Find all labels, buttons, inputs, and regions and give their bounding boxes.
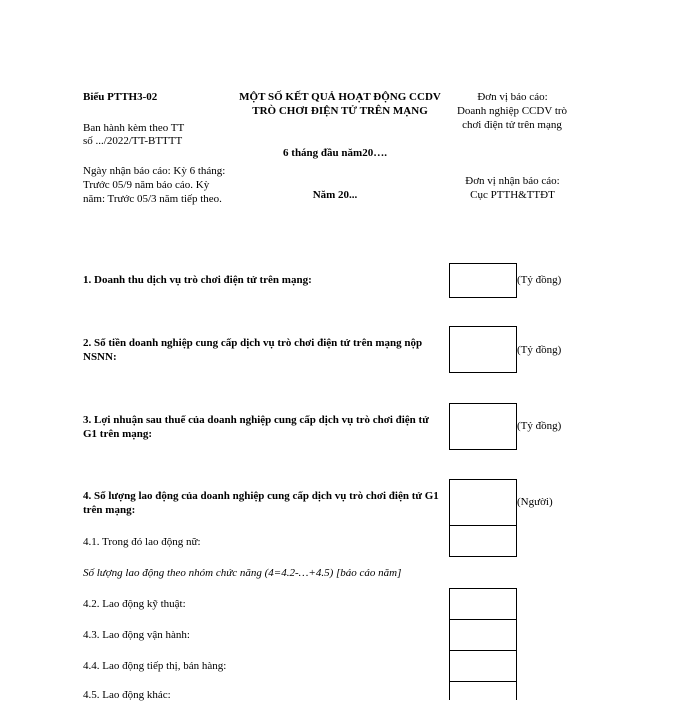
item-1-input-box[interactable] (449, 263, 517, 298)
reporter-label: Đơn vị báo cáo: (477, 91, 548, 103)
item-2-label: 2. Số tiền doanh nghiệp cung cấp dịch vụ trò chơi điện tử trên mạng nộp NSNN: (83, 337, 423, 364)
item-3-label: 3. Lợi nhuận sau thuế của doanh nghiệp cung cấp dịch vụ trò chơi điện tử G1 trên mạng: (83, 414, 429, 441)
item-4-label: 4. Số lượng lao động của doanh nghiệp cung cấp dịch vụ trò chơi điện tử G1 trên mạng: (83, 490, 439, 517)
item-1-unit: (Tỷ đồng) (517, 274, 562, 286)
item-4-3-input-box[interactable] (449, 619, 517, 651)
period-year: Năm 20... (312, 189, 358, 201)
item-4-input-box[interactable] (449, 479, 517, 526)
title-line-1: MỘT SỐ KẾT QUẢ HOẠT ĐỘNG CCDV (239, 91, 441, 103)
item-4-3-label: 4.3. Lao động vận hành: (83, 629, 190, 641)
item-4-2-input-box[interactable] (449, 588, 517, 620)
form-code: Biểu PTTH3-02 (83, 91, 158, 103)
item-2-unit: (Tỷ đồng) (517, 344, 562, 356)
item-4-5-label: 4.5. Lao động khác: (83, 689, 171, 701)
reporter-value: Doanh nghiệp CCDV trò chơi điện tử trên mạng (456, 105, 568, 132)
period-half-year: 6 tháng đầu năm20…. (283, 147, 387, 159)
item-4-unit: (Người) (517, 496, 553, 508)
issued-line-2: số .../2022/TT-BTTTT (83, 135, 183, 147)
item-4-1-input-box[interactable] (449, 525, 517, 557)
title-line-2: TRÒ CHƠI ĐIỆN TỬ TRÊN MẠNG (252, 105, 428, 117)
item-2-input-box[interactable] (449, 326, 517, 373)
item-3-unit: (Tỷ đồng) (517, 420, 562, 432)
item-4-4-label: 4.4. Lao động tiếp thị, bán hàng: (83, 660, 227, 672)
item-4-2-label: 4.2. Lao động kỹ thuật: (83, 598, 186, 610)
receiver-value: Cục PTTH&TTĐT (470, 189, 555, 201)
item-3-input-box[interactable] (449, 403, 517, 450)
item-4-1-label: 4.1. Trong đó lao động nữ: (83, 536, 201, 548)
item-4-5-input-box[interactable] (449, 681, 517, 700)
item-4-4-input-box[interactable] (449, 650, 517, 682)
receiver-label: Đơn vị nhận báo cáo: (465, 175, 560, 187)
receive-date-note: Ngày nhận báo cáo: Kỳ 6 tháng: Trước 05/9 năm báo cáo. Kỳ năm: Trước 05/3 năm tiếp theo. (83, 165, 226, 206)
functional-group-note: Số lượng lao động theo nhóm chức năng (4=4.2-…+4.5) [báo cáo năm] (83, 567, 402, 579)
issued-line-1: Ban hành kèm theo TT (83, 122, 185, 134)
item-1-label: 1. Doanh thu dịch vụ trò chơi điện tử trên mạng: (83, 274, 312, 286)
